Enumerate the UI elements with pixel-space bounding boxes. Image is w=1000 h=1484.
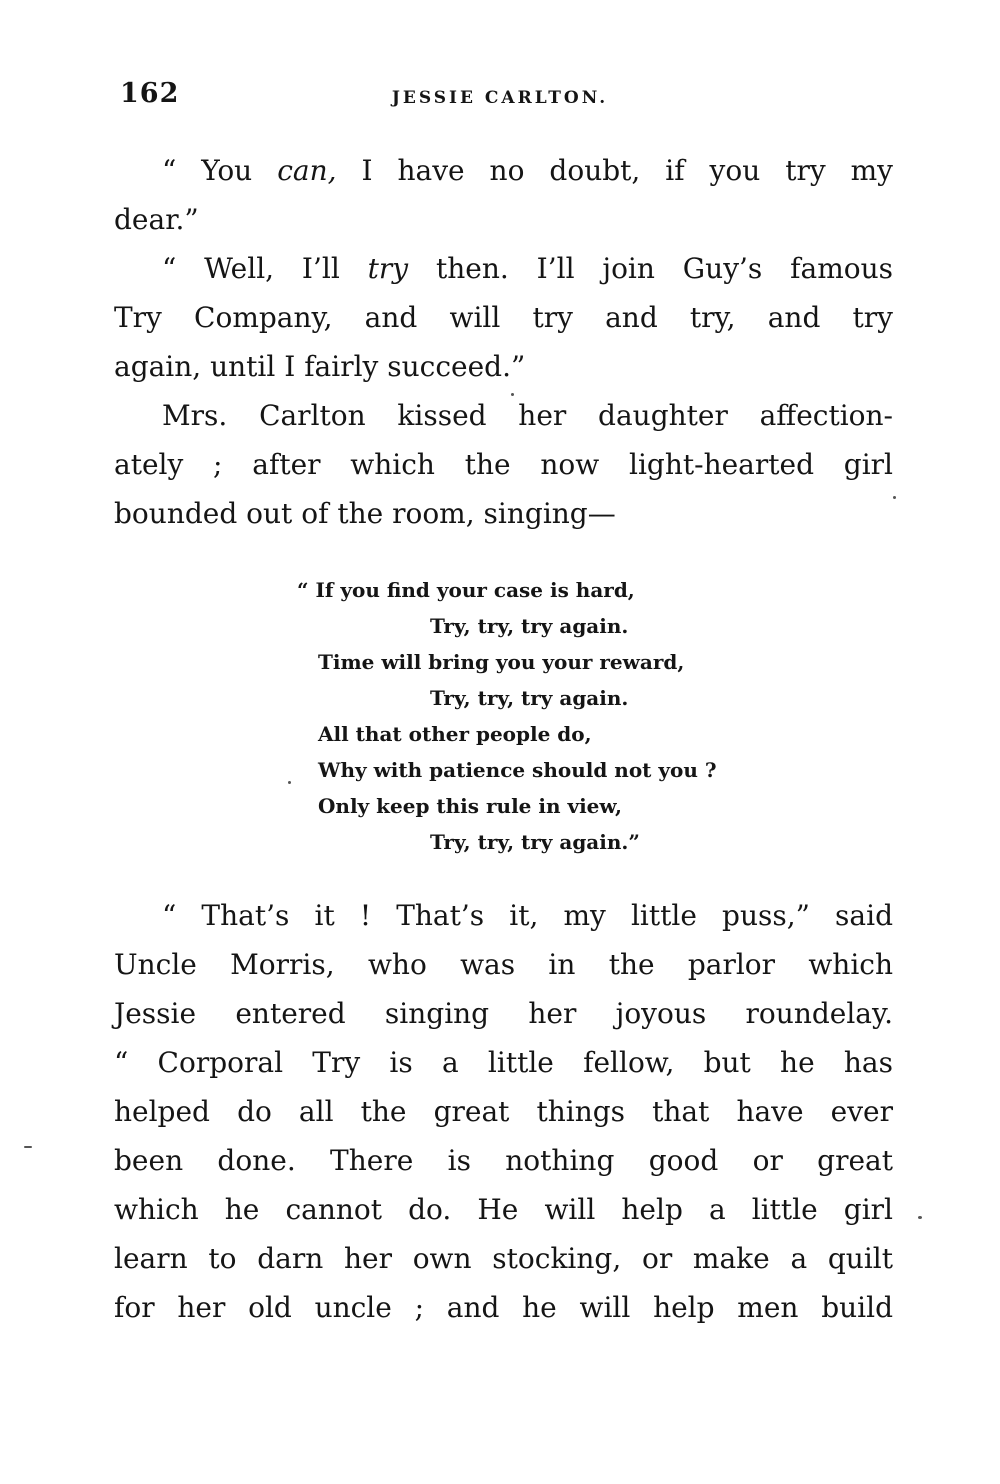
paragraph-mrs-carlton — [114, 391, 893, 538]
text-segment: “ That’s it ! That’s it, my little puss,” said — [162, 899, 893, 932]
text-segment: I have no doubt, if you try my — [336, 154, 893, 187]
scan-speck — [918, 1216, 922, 1219]
text-segment: Try, try, try again.” — [430, 830, 640, 854]
text-line — [114, 1283, 893, 1332]
text-line — [114, 244, 893, 293]
verse-line — [297, 788, 893, 824]
page-body-text — [114, 146, 893, 1332]
text-line — [114, 1038, 893, 1087]
verse-line — [297, 716, 893, 752]
text-segment: bounded out of the room, singing— — [114, 497, 616, 530]
text-segment: ately ; after which the now light-hearted girl — [114, 448, 893, 481]
text-segment: Jessie entered singing her joyous roundelay. — [114, 997, 893, 1030]
scan-speck — [511, 393, 514, 396]
scan-speck — [24, 1146, 32, 1148]
text-segment: Uncle Morris, who was in the parlor which — [114, 948, 893, 981]
running-title: JESSIE CARLTON. — [391, 88, 609, 108]
text-line — [114, 1234, 893, 1283]
paragraph-well-ill-try — [114, 244, 893, 391]
text-segment: Mrs. Carlton kissed her daughter affection- — [162, 399, 893, 432]
scan-speck — [288, 781, 291, 784]
italic-text: can, — [277, 154, 337, 187]
text-line — [114, 391, 893, 440]
text-segment: Try, try, try again. — [430, 614, 629, 638]
text-segment: Try, try, try again. — [430, 686, 629, 710]
verse-line — [297, 680, 893, 716]
text-segment: Only keep this rule in view, — [318, 794, 622, 818]
text-line — [114, 342, 893, 391]
text-segment: Try Company, and will try and try, and try — [114, 301, 893, 334]
text-segment: helped do all the great things that have ever — [114, 1095, 893, 1128]
text-segment: Time will bring you your reward, — [318, 650, 685, 674]
verse-line — [297, 608, 893, 644]
text-segment: which he cannot do. He will help a little girl — [114, 1193, 893, 1226]
text-line — [114, 293, 893, 342]
text-segment: for her old uncle ; and he will help men build — [114, 1291, 893, 1324]
text-line — [114, 1136, 893, 1185]
text-segment: then. I’ll join Guy’s famous — [408, 252, 894, 285]
text-line — [114, 940, 893, 989]
text-segment: dear.” — [114, 203, 199, 236]
text-segment: Why with patience should not you ? — [318, 758, 717, 782]
verse-line — [297, 644, 893, 680]
verse-try-try-again — [297, 572, 893, 860]
verse-line — [297, 572, 893, 608]
text-line — [114, 146, 893, 195]
text-line — [114, 989, 893, 1038]
text-line — [114, 1185, 893, 1234]
text-segment: again, until I fairly succeed.” — [114, 350, 526, 383]
text-line — [114, 440, 893, 489]
text-segment: learn to darn her own stocking, or make a quilt — [114, 1242, 893, 1275]
italic-text: try — [367, 252, 409, 285]
text-line — [114, 195, 893, 244]
scan-speck — [893, 496, 896, 499]
verse-line — [297, 824, 893, 860]
paragraph-uncle-morris — [114, 891, 893, 1332]
paragraph-you-can — [114, 146, 893, 244]
text-segment: “ If you find your case is hard, — [297, 578, 635, 602]
page-number: 162 — [120, 78, 180, 109]
verse-line — [297, 752, 893, 788]
text-segment: been done. There is nothing good or great — [114, 1144, 893, 1177]
text-segment: “ Well, I’ll — [162, 252, 368, 285]
text-segment: “ Corporal Try is a little fellow, but he has — [114, 1046, 893, 1079]
text-segment: “ You — [162, 154, 278, 187]
text-line — [114, 1087, 893, 1136]
text-segment: All that other people do, — [318, 722, 592, 746]
text-line — [114, 891, 893, 940]
text-line — [114, 489, 893, 538]
